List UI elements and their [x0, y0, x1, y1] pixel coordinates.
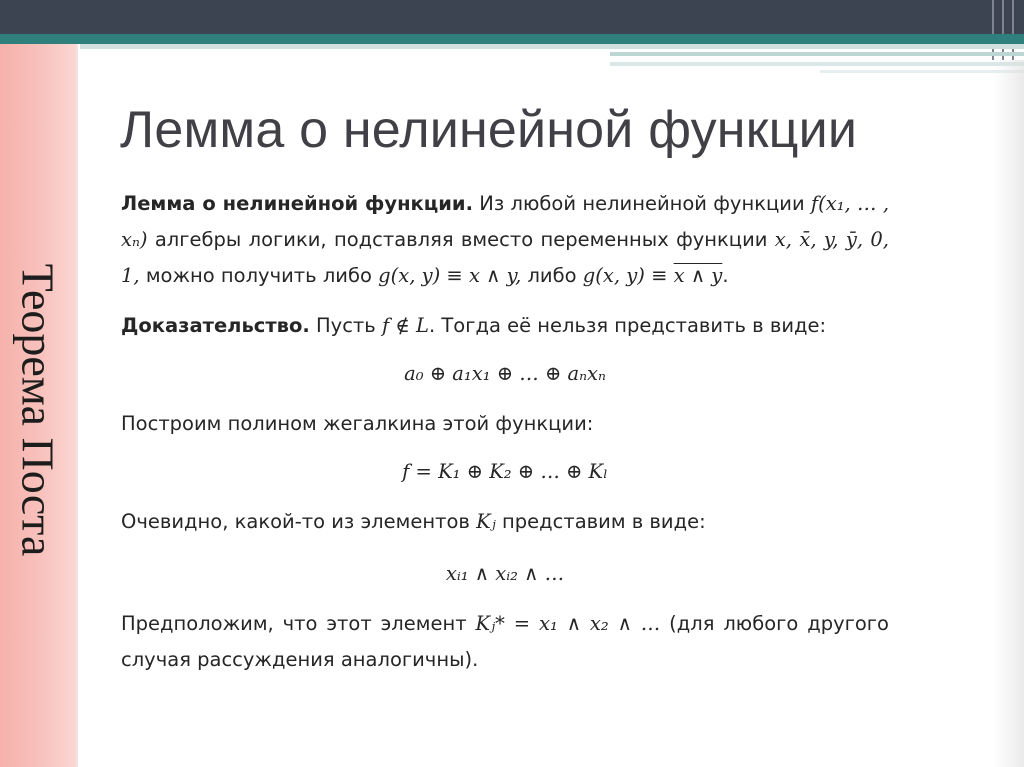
proof-text: (для любого другого случая рассуждения аналогичны).: [121, 612, 889, 671]
proof-condition: f ∉ L: [381, 314, 429, 337]
proof-text: Предположим, что этот элемент: [121, 612, 467, 635]
lemma-period: .: [722, 264, 729, 287]
formula-conjunction-form: xᵢ₁ ∧ xᵢ₂ ∧ …: [445, 562, 565, 585]
proof-heading: Доказательство.: [121, 314, 310, 337]
proof-zhegalkin-sentence: Построим полином жегалкина этой функции:: [121, 412, 594, 435]
header-edge-stripe: [992, 0, 994, 60]
proof-text: представим в виде:: [502, 510, 706, 533]
proof-kj: Kⱼ: [476, 510, 496, 533]
proof-text: Пусть: [316, 314, 376, 337]
proof-paragraph: [121, 308, 889, 344]
lemma-paragraph: [121, 186, 889, 294]
slide-right-shadow: [994, 60, 1024, 767]
lemma-variables: x, x̄, y, ȳ, 0, 1,: [121, 228, 889, 287]
header-edge-stripe: [1002, 0, 1004, 60]
slide-title: Лемма о нелинейной функции: [120, 101, 858, 159]
header-band-light: [610, 52, 1024, 56]
lemma-function: f(x₁, … , xₙ): [121, 192, 890, 251]
proof-text: . Тогда её нельзя представить в виде:: [428, 314, 827, 337]
formula-linear-form: a₀ ⊕ a₁x₁ ⊕ … ⊕ aₙxₙ: [404, 362, 606, 385]
header-band-teal: [0, 34, 1024, 44]
proof-text: Очевидно, какой-то из элементов: [121, 510, 470, 533]
header-band-dark: [0, 0, 1024, 34]
proof-element-sentence: [121, 504, 889, 540]
lemma-text: либо: [527, 264, 577, 287]
lemma-formula-conjunction: g(x, y) ≡ x ∧ y,: [378, 264, 522, 287]
lemma-text: можно получить либо: [145, 264, 372, 287]
formula-zhegalkin-polynomial: f = K₁ ⊕ K₂ ⊕ … ⊕ Kₗ: [402, 460, 608, 483]
lemma-text: Из любой нелинейной функции: [479, 192, 805, 215]
proof-assumption-paragraph: [121, 606, 889, 678]
slide-body: [121, 186, 889, 678]
header-band-light: [80, 44, 1024, 49]
header-band-light: [610, 62, 1024, 66]
proof-kj-star: Kⱼ* = x₁ ∧ x₂ ∧ …: [475, 612, 661, 635]
side-section-label: Теорема Поста: [12, 263, 64, 557]
lemma-formula-negation-left: g(x, y) ≡: [582, 264, 668, 287]
header-edge-stripe: [1012, 0, 1014, 60]
lemma-heading: Лемма о нелинейной функции.: [121, 192, 473, 215]
lemma-text: алгебры логики, подставляя вместо переменных функции: [154, 228, 768, 251]
lemma-formula-negation-overline: x ∧ y: [673, 264, 723, 287]
